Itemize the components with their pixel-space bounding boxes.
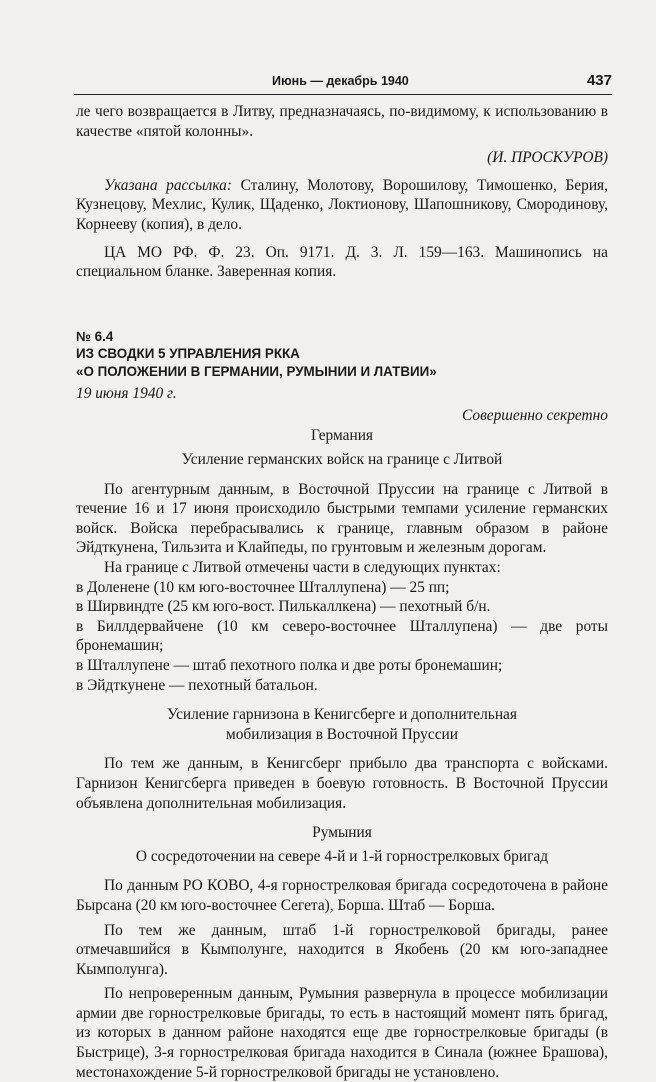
border-units-list [76, 578, 608, 696]
distribution-list [76, 176, 608, 235]
list-item: в Ширвиндте (25 км юго-вост. Пилькаллкена) — пехотный б/н. [76, 598, 491, 616]
document-date: 19 июня 1940 г. [76, 385, 177, 403]
list-item: в Доленене (10 км юго-восточнее Шталлупена) — 25 пп; [76, 578, 450, 596]
document-number: № 6.4 [76, 328, 114, 344]
germany-paragraph-3: По тем же данным, в Кенигсберг прибыло два транспорта с войсками. Гарнизон Кенигсберга приведен в боевую готовность. В Восточной Пруссии объявлена дополнительная мобилизация. [76, 755, 608, 812]
list-item: в Биллдервайчене (10 км северо-восточнее Шталлупена) — две роты бронемашин; [76, 617, 608, 655]
archive-reference: ЦА МО РФ. Ф. 23. Оп. 9171. Д. 3. Л. 159—163. Машинопись на специальном бланке. Заверенная копия. [76, 243, 608, 281]
page-number: 437 [586, 72, 612, 89]
distribution-text: Сталину, Молотову, Ворошилову, Тимошенко, Берия, Кузнецову, Мехлис, Кулик, Щаденко, Локтионову, Шапошникову, Смородинову, Корнееву (копия), в дело. [76, 176, 608, 233]
germany-paragraph-2: На границе с Литвой отмечены части в следующих пунктах: [104, 559, 501, 576]
document-title-line-1: ИЗ СВОДКИ 5 УПРАВЛЕНИЯ РККА [76, 346, 300, 362]
heading-germany-section-2 [76, 705, 608, 744]
heading-romania-section: О сосредоточении на севере 4-й и 1-й горнострелковых бригад [135, 847, 549, 865]
signature: (И. ПРОСКУРОВ) [487, 149, 608, 167]
page-content [76, 102, 608, 1082]
heading-line: мобилизация в Восточной Пруссии [225, 725, 459, 743]
heading-germany-section-1: Усиление германских войск на границе с Литвой [181, 451, 503, 469]
previous-document-continuation: ле чего возвращается в Литву, предназначаясь, по-видимому, к использованию в качестве «пятой колонны». [76, 103, 608, 140]
document-title-line-2: «О ПОЛОЖЕНИИ В ГЕРМАНИИ, РУМЫНИИ И ЛАТВИИ» [76, 363, 437, 379]
document-header [76, 328, 608, 381]
classification-mark: Совершенно секретно [462, 406, 608, 424]
distribution-label: Указана рассылка: [104, 176, 232, 194]
running-head [74, 72, 612, 95]
running-head-title: Июнь — декабрь 1940 [272, 74, 409, 88]
heading-romania: Румыния [312, 824, 372, 842]
germany-paragraph-1: По агентурным данным, в Восточной Пруссии на границе с Литвой в течение 16 и 17 июня происходило быстрыми темпами усиление германских войск. Войска перебрасывались к границе, главным образом в районе Эйдткунена, Тильзита и Клайпеды, по грунтовым и железным дорогам. [76, 480, 608, 557]
heading-line: Усиление гарнизона в Кенигсберге и дополнительная [167, 706, 517, 724]
list-item: в Шталлупене — штаб пехотного полка и две роты бронемашин; [76, 656, 503, 674]
romania-paragraph-1: По данным РО КОВО, 4-я горнострелковая бригада сосредоточена в районе Бырсана (20 км юго-восточнее Сегета), Борша. Штаб — Борша. [76, 877, 608, 914]
list-item: в Эйдткунене — пехотный батальон. [76, 676, 318, 694]
romania-paragraph-3: По непроверенным данным, Румыния развернула в процессе мобилизации армии две горнострелковые бригады, то есть в настоящий момент пять бригад, из которых в данном районе находятся еще две горнострелковые бригады (в Быстрице), 3-я горнострелковая бригада находится в Синала (южнее Брашова), местонахождение 5-й горнострелковой бригады не установлено. [76, 985, 608, 1081]
romania-paragraph-2: По тем же данным, штаб 1-й горнострелковой бригады, ранее отмечавшийся в Кымполунге, находится в Якобень (20 км юго-западнее Кымполунга). [76, 921, 608, 978]
heading-germany: Германия [310, 427, 374, 445]
